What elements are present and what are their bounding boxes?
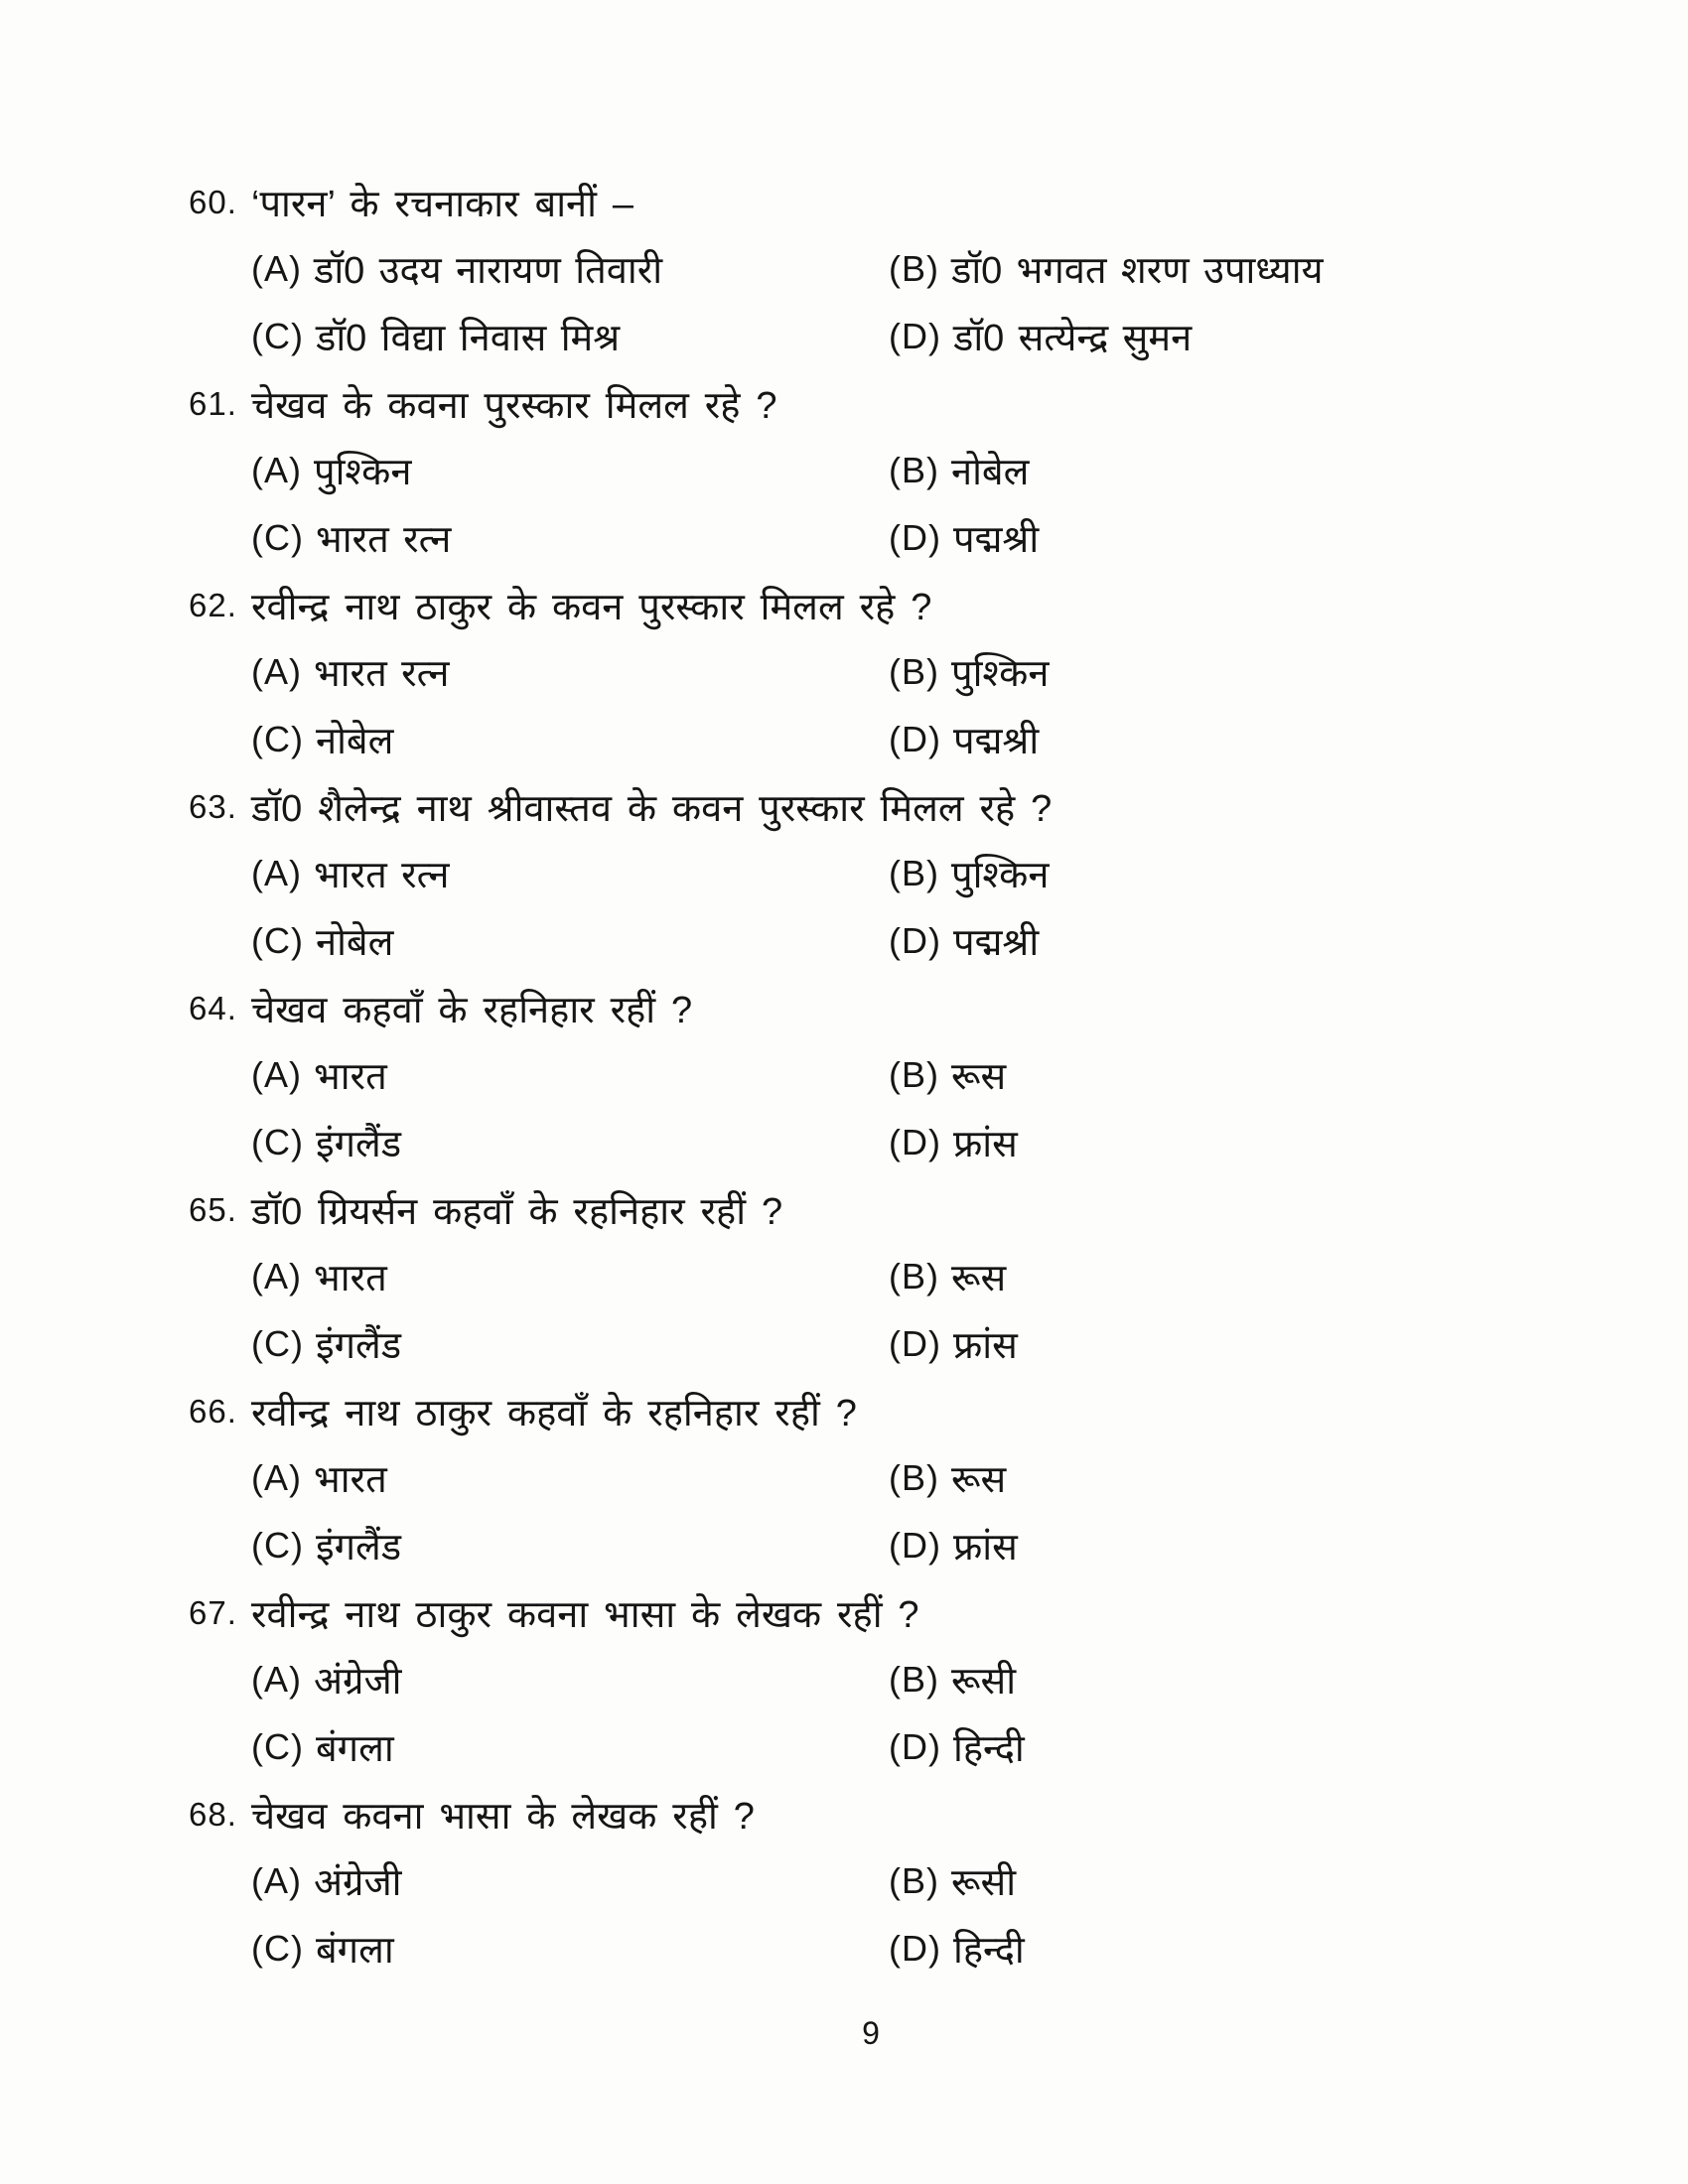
- option-d: [889, 504, 1688, 572]
- option-label: (D): [889, 1928, 941, 1969]
- option-label: (B): [889, 450, 939, 490]
- option-label: (C): [251, 920, 304, 961]
- question-number: 61.: [189, 384, 237, 422]
- options-grid: [251, 638, 1688, 773]
- option-b: [889, 1041, 1688, 1109]
- option-a: [251, 235, 889, 303]
- option-text: भारत रत्न: [314, 855, 450, 896]
- option-a: [251, 1444, 889, 1512]
- option-label: (C): [251, 1122, 304, 1162]
- option-text: भारत: [314, 1258, 387, 1299]
- question-block: [0, 1176, 1688, 1378]
- option-label: (D): [889, 920, 941, 961]
- option-text: हिन्दी: [952, 1728, 1025, 1770]
- option-b: [889, 1646, 1688, 1713]
- option-text: पुश्किन: [951, 855, 1050, 896]
- option-text: अंग्रेजी: [314, 1661, 402, 1703]
- question-number: 64.: [189, 989, 237, 1026]
- option-text: इंगलैंड: [315, 1527, 402, 1569]
- option-text: इंगलैंड: [315, 1325, 402, 1367]
- option-label: (B): [889, 1054, 939, 1095]
- question-number: 62.: [189, 586, 237, 623]
- option-c: [251, 1310, 889, 1378]
- option-text: पुश्किन: [951, 653, 1050, 695]
- option-label: (B): [889, 1457, 939, 1498]
- option-text: डॉ0 उदय नारायण तिवारी: [314, 250, 663, 292]
- option-c: [251, 1109, 889, 1176]
- option-d: [889, 1512, 1688, 1579]
- option-a: [251, 1646, 889, 1713]
- option-text: नोबेल: [315, 721, 394, 762]
- option-b: [889, 638, 1688, 706]
- option-text: बंगला: [315, 1930, 394, 1972]
- question-text: चेखव कहवाँ के रहनिहार रहीं ?: [251, 989, 693, 1031]
- option-c: [251, 706, 889, 773]
- page-number: 9: [862, 2015, 880, 2051]
- option-label: (D): [889, 719, 941, 759]
- option-text: रूस: [951, 1258, 1007, 1299]
- question-block: [0, 1378, 1688, 1579]
- options-grid: [251, 1444, 1688, 1579]
- question-text: ‘पारन’ के रचनाकार बानीं –: [251, 183, 634, 225]
- option-text: पुश्किन: [314, 452, 412, 493]
- option-a: [251, 638, 889, 706]
- option-label: (D): [889, 1726, 941, 1767]
- options-grid: [251, 235, 1688, 370]
- question-number: 60.: [189, 183, 237, 220]
- option-text: अंग्रेजी: [314, 1862, 402, 1904]
- question-number: 66.: [189, 1392, 237, 1430]
- option-c: [251, 1915, 889, 1982]
- question-text: डॉ0 शैलेन्द्र नाथ श्रीवास्तव के कवन पुरस्कार मिलल रहे ?: [251, 787, 1053, 830]
- question-text: चेखव कवना भासा के लेखक रहीं ?: [251, 1795, 755, 1838]
- option-label: (A): [251, 1256, 302, 1297]
- question-line: [0, 1378, 1688, 1444]
- question-block: [0, 975, 1688, 1176]
- option-c: [251, 1713, 889, 1781]
- option-d: [889, 1109, 1688, 1176]
- option-text: इंगलैंड: [315, 1124, 402, 1165]
- option-label: (B): [889, 651, 939, 692]
- option-b: [889, 235, 1688, 303]
- question-line: [0, 773, 1688, 840]
- option-d: [889, 706, 1688, 773]
- question-number: 63.: [189, 787, 237, 825]
- option-a: [251, 1041, 889, 1109]
- question-block: [0, 572, 1688, 773]
- option-label: (B): [889, 1860, 939, 1901]
- options-grid: [251, 1847, 1688, 1982]
- option-b: [889, 1444, 1688, 1512]
- option-text: फ्रांस: [952, 1124, 1018, 1165]
- option-b: [889, 1847, 1688, 1915]
- option-label: (D): [889, 1525, 941, 1566]
- option-label: (C): [251, 517, 304, 558]
- option-c: [251, 504, 889, 572]
- option-label: (A): [251, 1054, 302, 1095]
- option-a: [251, 437, 889, 504]
- question-block: [0, 370, 1688, 572]
- option-label: (C): [251, 719, 304, 759]
- option-a: [251, 840, 889, 907]
- question-line: [0, 572, 1688, 638]
- option-label: (B): [889, 1256, 939, 1297]
- option-text: नोबेल: [951, 452, 1030, 493]
- option-text: डॉ0 विद्या निवास मिश्र: [315, 318, 621, 359]
- option-text: रूसी: [951, 1862, 1017, 1904]
- question-line: [0, 370, 1688, 437]
- option-label: (B): [889, 248, 939, 289]
- option-text: भारत रत्न: [315, 519, 452, 561]
- option-c: [251, 303, 889, 370]
- option-label: (C): [251, 1928, 304, 1969]
- question-block: [0, 773, 1688, 975]
- options-grid: [251, 1646, 1688, 1781]
- option-text: डॉ0 भगवत शरण उपाध्याय: [951, 250, 1324, 292]
- option-text: रूस: [951, 1459, 1007, 1501]
- option-label: (A): [251, 1860, 302, 1901]
- option-label: (A): [251, 1659, 302, 1700]
- option-d: [889, 303, 1688, 370]
- options-grid: [251, 840, 1688, 975]
- option-label: (A): [251, 651, 302, 692]
- option-text: पद्मश्री: [952, 922, 1040, 964]
- option-a: [251, 1243, 889, 1310]
- option-text: पद्मश्री: [952, 519, 1040, 561]
- option-label: (C): [251, 1726, 304, 1767]
- option-text: रूस: [951, 1056, 1007, 1098]
- option-label: (A): [251, 853, 302, 893]
- option-label: (A): [251, 450, 302, 490]
- option-c: [251, 1512, 889, 1579]
- option-text: डॉ0 सत्येन्द्र सुमन: [952, 318, 1193, 359]
- option-text: भारत: [314, 1056, 387, 1098]
- question-block: [0, 169, 1688, 370]
- question-text: चेखव के कवना पुरस्कार मिलल रहे ?: [251, 384, 777, 427]
- option-d: [889, 907, 1688, 975]
- question-line: [0, 169, 1688, 235]
- options-grid: [251, 1041, 1688, 1176]
- option-label: (C): [251, 1525, 304, 1566]
- option-text: भारत: [314, 1459, 387, 1501]
- question-line: [0, 975, 1688, 1041]
- question-text: रवीन्द्र नाथ ठाकुर कहवाँ के रहनिहार रहीं ?: [251, 1392, 857, 1434]
- option-label: (A): [251, 1457, 302, 1498]
- question-number: 65.: [189, 1190, 237, 1228]
- question-block: [0, 1579, 1688, 1781]
- option-label: (B): [889, 853, 939, 893]
- options-grid: [251, 1243, 1688, 1378]
- option-label: (C): [251, 316, 304, 356]
- option-a: [251, 1847, 889, 1915]
- question-line: [0, 1176, 1688, 1243]
- option-label: (A): [251, 248, 302, 289]
- option-label: (B): [889, 1659, 939, 1700]
- question-text: डॉ0 ग्रियर्सन कहवाँ के रहनिहार रहीं ?: [251, 1190, 783, 1233]
- option-d: [889, 1915, 1688, 1982]
- option-d: [889, 1713, 1688, 1781]
- option-label: (D): [889, 517, 941, 558]
- option-label: (D): [889, 316, 941, 356]
- option-text: पद्मश्री: [952, 721, 1040, 762]
- option-text: भारत रत्न: [314, 653, 450, 695]
- question-text: रवीन्द्र नाथ ठाकुर के कवन पुरस्कार मिलल रहे ?: [251, 586, 932, 628]
- option-text: बंगला: [315, 1728, 394, 1770]
- question-number: 68.: [189, 1795, 237, 1833]
- option-text: रूसी: [951, 1661, 1017, 1703]
- option-b: [889, 437, 1688, 504]
- option-c: [251, 907, 889, 975]
- option-d: [889, 1310, 1688, 1378]
- option-text: फ्रांस: [952, 1325, 1018, 1367]
- options-grid: [251, 437, 1688, 572]
- option-text: फ्रांस: [952, 1527, 1018, 1569]
- option-b: [889, 840, 1688, 907]
- question-number: 67.: [189, 1593, 237, 1631]
- question-line: [0, 1781, 1688, 1847]
- option-b: [889, 1243, 1688, 1310]
- question-line: [0, 1579, 1688, 1646]
- option-text: हिन्दी: [952, 1930, 1025, 1972]
- question-block: [0, 1781, 1688, 1982]
- option-label: (D): [889, 1323, 941, 1364]
- question-text: रवीन्द्र नाथ ठाकुर कवना भासा के लेखक रहीं ?: [251, 1593, 919, 1636]
- option-label: (D): [889, 1122, 941, 1162]
- option-text: नोबेल: [315, 922, 394, 964]
- option-label: (C): [251, 1323, 304, 1364]
